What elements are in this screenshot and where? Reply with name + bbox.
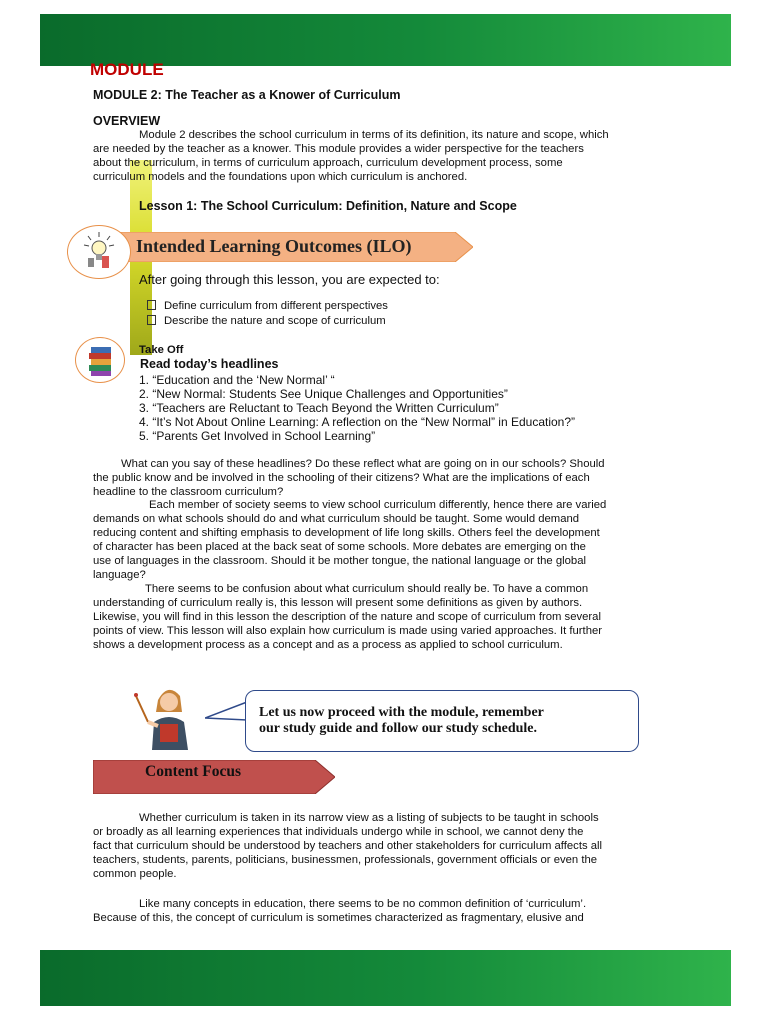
lesson-title: Lesson 1: The School Curriculum: Definition, Nature and Scope — [139, 199, 517, 213]
books-circle — [75, 337, 125, 383]
body-line: headline to the classroom curriculum? — [93, 486, 284, 498]
content-line: fact that curriculum should be understood by teachers and other stakeholders for curriculum affects all — [93, 840, 603, 852]
ilo-bullet: Describe the nature and scope of curriculum — [147, 315, 386, 327]
body-line: There seems to be confusion about what curriculum should really be. To have a common — [145, 583, 589, 595]
content-paragraph — [93, 811, 676, 881]
ilo-intro: After going through this lesson, you are expected to: — [139, 272, 440, 287]
overview-heading: OVERVIEW — [93, 114, 161, 128]
body-paragraph — [93, 582, 676, 652]
body-line: use of languages in the classroom. Should it be mother tongue, the national language or the global — [93, 555, 587, 567]
body-line: Likewise, you will find in this lesson the description of the nature and scope of curriculum from several — [93, 611, 601, 623]
body-line: What can you say of these headlines? Do these reflect what are going on in our schools? Should — [121, 458, 605, 470]
teacher-illustration — [130, 682, 210, 752]
body-line: shows a development process as a concept and as a process as applied to school curriculum. — [93, 639, 563, 651]
body-line: points of view. This lesson will also explain how curriculum is made using varied approaches. It further — [93, 625, 603, 637]
ilo-banner-title: Intended Learning Outcomes (ILO) — [136, 236, 412, 256]
content-line: Whether curriculum is taken in its narrow view as a listing of subjects to be taught in schools — [139, 812, 599, 824]
take-off-label: Take Off — [139, 344, 184, 356]
overview-line: are needed by the teacher as a knower. This module provides a wider perspective for the teachers — [93, 143, 584, 155]
body-line: reducing content and shifting emphasis to development of life long skills. Others feel the development — [93, 527, 600, 539]
content-line: teachers, students, parents, politicians, businessmen, professionals, government officials or even the — [93, 854, 598, 866]
speech-text — [259, 705, 544, 737]
headline-item: 3. “Teachers are Reluctant to Teach Beyond the Written Curriculum” — [139, 401, 499, 415]
content-line: common people. — [93, 868, 177, 880]
headlines-heading: Read today’s headlines — [140, 357, 279, 371]
body-line: language? — [93, 569, 146, 581]
module-title: MODULE 2: The Teacher as a Knower of Curriculum — [93, 88, 401, 102]
speech-line: our study guide and follow our study schedule. — [259, 721, 537, 736]
body-line: Each member of society seems to view school curriculum differently, hence there are varied — [149, 499, 607, 511]
body-line: of character has been placed at the back seat of some schools. More debates are emerging on the — [93, 541, 586, 553]
content-line: Because of this, the concept of curriculum is sometimes characterized as fragmentary, elusive and — [93, 912, 584, 924]
body-paragraph — [93, 457, 676, 499]
checkbox-icon — [147, 315, 156, 325]
books-icon — [76, 338, 124, 382]
overview-line: Module 2 describes the school curriculum in terms of its definition, its nature and scope, which — [139, 129, 609, 141]
content-focus-title: Content Focus — [145, 763, 242, 780]
ilo-bullet: Define curriculum from different perspectives — [147, 300, 388, 312]
body-line: the public know and be involved in the schooling of their citizens? What are the implications of each — [93, 472, 590, 484]
overview-line: about the curriculum, in terms of curriculum approach, curriculum development process, some — [93, 157, 563, 169]
speech-tail — [205, 700, 250, 724]
body-paragraph — [93, 498, 676, 582]
headline-item: 2. “New Normal: Students See Unique Challenges and Opportunities” — [139, 387, 508, 401]
header-band — [40, 14, 731, 66]
content-paragraph — [93, 897, 676, 925]
speech-line: Let us now proceed with the module, remember — [259, 705, 544, 720]
content-line: or broadly as all learning experiences that individuals undergo while in school, we cannot deny the — [93, 826, 584, 838]
footer-band — [40, 950, 731, 1006]
content-line: Like many concepts in education, there seems to be no common definition of ‘curriculum’. — [139, 898, 587, 910]
body-line: understanding of curriculum really is, this lesson will present some definitions as given by authors. — [93, 597, 583, 609]
headline-item: 1. “Education and the ‘New Normal’ “ — [139, 373, 335, 387]
headline-item: 4. “It’s Not About Online Learning: A reflection on the “New Normal” in Education?” — [139, 415, 576, 429]
body-line: demands on what schools should do and what curriculum should be taught. Some would demand — [93, 513, 580, 525]
checkbox-icon — [147, 300, 156, 310]
module-label: MODULE — [90, 60, 164, 79]
lightbulb-icon — [68, 226, 130, 278]
lightbulb-circle — [67, 225, 131, 279]
overview-line: curriculum models and the foundations upon which curriculum is anchored. — [93, 171, 468, 183]
headline-item: 5. “Parents Get Involved in School Learning” — [139, 429, 376, 443]
overview-paragraph — [93, 128, 677, 184]
